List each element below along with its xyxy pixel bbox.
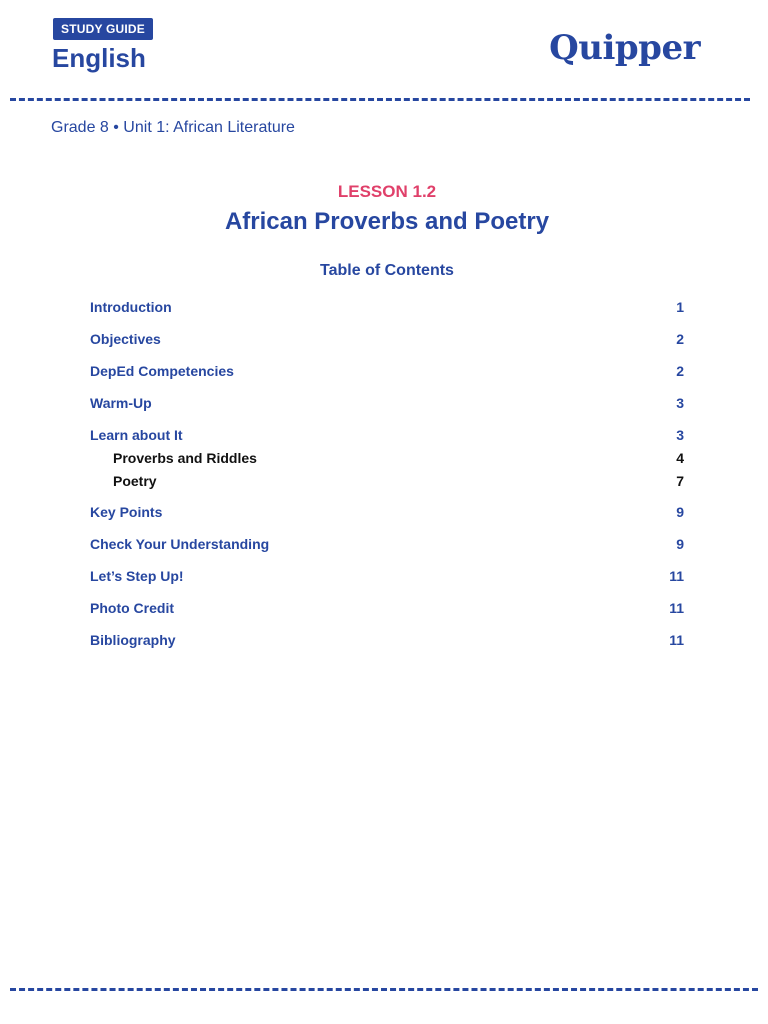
toc-item-learn-about-it[interactable]: [90, 425, 684, 445]
toc-item-label: Key Points: [90, 504, 163, 520]
toc-item-objectives[interactable]: [90, 329, 684, 349]
toc-item-page: 9: [676, 536, 684, 552]
subject-title: English: [52, 43, 146, 73]
toc-item-label: Check Your Understanding: [90, 536, 270, 552]
toc-item-introduction[interactable]: [90, 297, 684, 317]
toc-item-page: 3: [676, 427, 684, 443]
toc-item-label: Poetry: [113, 473, 157, 489]
toc-item-page: 11: [669, 600, 684, 616]
lesson-number: LESSON 1.2: [337, 182, 437, 201]
toc-item-label: Learn about It: [90, 427, 183, 443]
toc-item-label: Let’s Step Up!: [90, 568, 184, 584]
toc-item-page: 7: [676, 473, 684, 489]
toc-item-key-points[interactable]: [90, 502, 684, 522]
toc-item-label: DepEd Competencies: [90, 363, 234, 379]
toc-item-page: 1: [676, 299, 684, 315]
toc-item-label: Proverbs and Riddles: [113, 450, 257, 466]
toc-subitem-proverbs-and-riddles[interactable]: [113, 448, 684, 468]
quipper-logo: Quipper: [549, 28, 700, 68]
toc-item-page: 4: [676, 450, 684, 466]
toc-item-page: 2: [676, 363, 684, 379]
toc-item-check-your-understanding[interactable]: [90, 534, 684, 554]
toc-heading: Table of Contents: [320, 262, 454, 279]
toc-item-label: Warm-Up: [90, 395, 152, 411]
toc-item-page: 2: [676, 331, 684, 347]
top-divider: [10, 98, 750, 101]
toc-item-deped-competencies[interactable]: [90, 361, 684, 381]
toc-item-bibliography[interactable]: [90, 630, 684, 650]
lesson-title: African Proverbs and Poetry: [224, 208, 550, 235]
toc-item-page: 9: [676, 504, 684, 520]
toc-item-label: Bibliography: [90, 632, 176, 648]
unit-breadcrumb: Grade 8 • Unit 1: African Literature: [51, 119, 295, 136]
toc-item-page: 3: [676, 395, 684, 411]
toc-item-label: Introduction: [90, 299, 172, 315]
study-guide-badge: STUDY GUIDE: [53, 18, 153, 40]
toc-item-page: 11: [669, 568, 684, 584]
toc-item-label: Photo Credit: [90, 600, 174, 616]
toc-item-page: 11: [669, 632, 684, 648]
toc-item-photo-credit[interactable]: [90, 598, 684, 618]
bottom-divider: [10, 988, 758, 991]
toc-item-lets-step-up[interactable]: [90, 566, 684, 586]
toc-subitem-poetry[interactable]: [113, 471, 684, 491]
toc-item-warm-up[interactable]: [90, 393, 684, 413]
toc-item-label: Objectives: [90, 331, 161, 347]
